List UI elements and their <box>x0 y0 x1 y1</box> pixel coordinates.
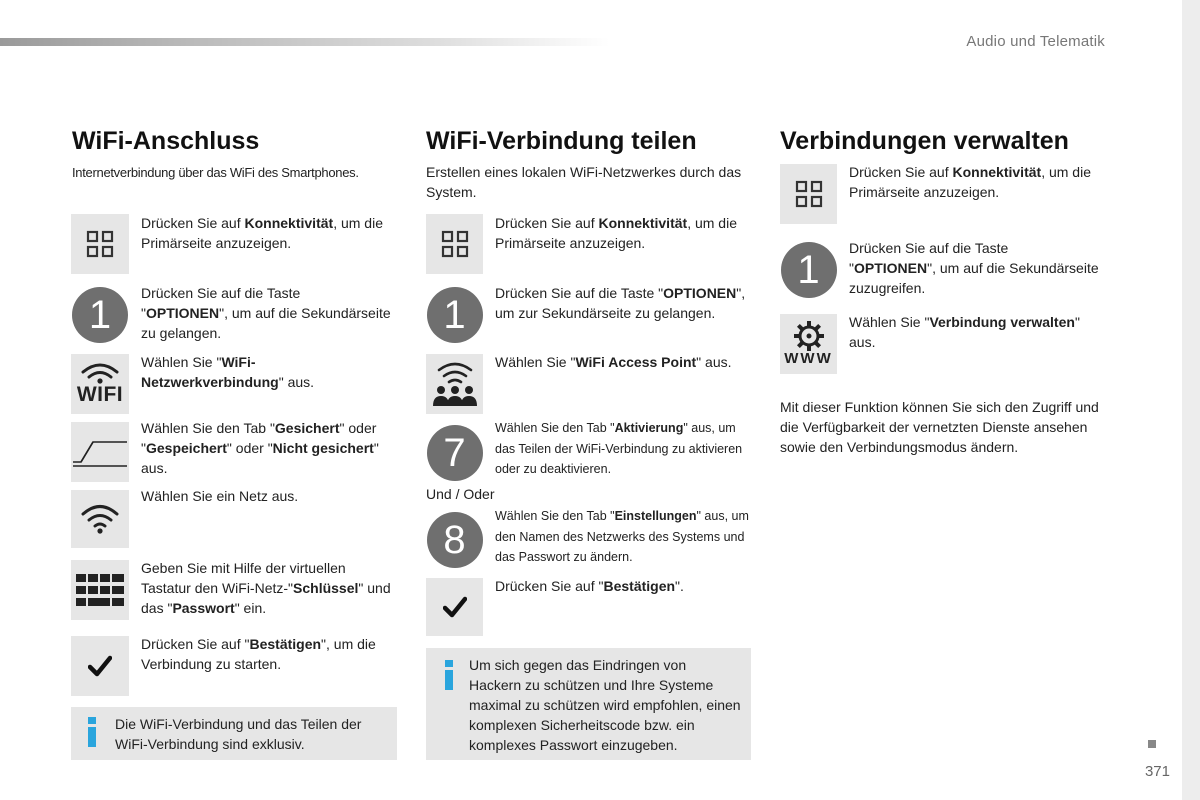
info-icon <box>87 717 97 747</box>
step-text: Wählen Sie den Tab "Einstellungen" aus, um den Namen des Netzwerks des Systems und das Passwort zu ändern. <box>495 509 749 564</box>
step-text: Drücken Sie auf Konnektivität, um die Primärseite anzuzeigen. <box>141 215 383 251</box>
intro-text: Erstellen eines lokalen WiFi-Netzwerkes durch das System. <box>426 164 742 200</box>
step-badge: 7 <box>427 425 483 481</box>
section-label: Audio und Telematik <box>966 33 1105 50</box>
step-text: Wählen Sie "WiFi Access Point" aus. <box>495 354 732 370</box>
step-1-icon <box>780 241 837 299</box>
step-text: Wählen Sie den Tab "Gesichert" oder "Gespeichert" oder "Nicht gesichert" aus. <box>141 420 379 476</box>
step-1-icon <box>426 286 483 344</box>
section-title-wifi-teilen: WiFi-Verbindung teilen <box>426 127 697 155</box>
step-badge: 1 <box>427 287 483 343</box>
step-text: Geben Sie mit Hilfe der virtuellen Tastatur den WiFi-Netz-"Schlüssel" und das "Passwort" ein. <box>141 560 391 616</box>
step-8-icon <box>426 511 483 569</box>
step-badge: 1 <box>72 287 128 343</box>
step-text: Wählen Sie "WiFi-Netzwerkverbindung" aus. <box>141 354 315 390</box>
page-marker <box>1148 740 1156 748</box>
or-label: Und / Oder <box>426 486 495 502</box>
step-text: Drücken Sie auf "Bestätigen", um die Verbindung zu starten. <box>141 636 376 672</box>
page-number: 371 <box>1144 763 1170 780</box>
info-icon <box>444 660 454 690</box>
step-text: Wählen Sie den Tab "Aktivierung" aus, um das Teilen der WiFi-Verbindung zu aktivieren oder zu deaktivieren. <box>495 421 743 476</box>
wifi-icon <box>71 490 129 548</box>
wifi-text-icon: WIFI <box>71 354 129 414</box>
step-text: Wählen Sie "Verbindung verwalten" aus. <box>849 314 1080 350</box>
info-text: Die WiFi-Verbindung und das Teilen der WiFi-Verbindung sind exklusiv. <box>115 716 362 752</box>
step-text: Drücken Sie auf die Taste "OPTIONEN", um zur Sekundärseite zu gelangen. <box>495 285 746 321</box>
step-text: Wählen Sie ein Netz aus. <box>141 488 299 504</box>
checkmark-icon <box>71 636 129 696</box>
step-7-icon <box>426 424 483 482</box>
step-text: Drücken Sie auf die Taste "OPTIONEN", um auf die Sekundärseite zu gelangen. <box>141 285 391 341</box>
step-badge: 1 <box>781 242 837 298</box>
grid-icon <box>780 164 837 224</box>
wifi-access-point-icon <box>426 354 483 414</box>
outro-text: Mit dieser Funktion können Sie sich den Zugriff und die Verfügbarkeit der vernetzten Dienste ansehen sowie den Verbindungsmodus ändern. <box>780 399 1099 455</box>
step-text: Drücken Sie auf Konnektivität, um die Primärseite anzuzeigen. <box>495 215 737 251</box>
checkmark-icon <box>426 578 483 636</box>
tab-icon <box>71 422 129 482</box>
header-rule <box>0 38 610 46</box>
info-box <box>71 707 397 760</box>
page-edge <box>1182 0 1200 800</box>
info-box <box>426 648 751 760</box>
step-1-icon <box>71 286 129 344</box>
section-title-wifi-anschluss: WiFi-Anschluss <box>72 127 260 155</box>
step-text: Drücken Sie auf Konnektivität, um die Primärseite anzuzeigen. <box>849 164 1091 200</box>
step-text: Drücken Sie auf "Bestätigen". <box>495 578 684 594</box>
grid-icon <box>426 214 483 274</box>
step-badge: 8 <box>427 512 483 568</box>
keyboard-icon <box>71 560 129 620</box>
section-title-verbindungen-verwalten: Verbindungen verwalten <box>780 127 1069 155</box>
www-gear-icon: WWW <box>780 314 837 374</box>
info-text: Um sich gegen das Eindringen von Hackern zu schützen und Ihre Systeme maximal zu schützen wird empfohlen, einen komplexen Sicherheitscode bzw. ein komplexes Passwort einzugeben. <box>469 657 741 753</box>
intro-text: Internetverbindung über das WiFi des Smartphones. <box>72 165 359 180</box>
grid-icon <box>71 214 129 274</box>
step-text: Drücken Sie auf die Taste "OPTIONEN", um auf die Sekundärseite zuzugreifen. <box>849 240 1099 296</box>
